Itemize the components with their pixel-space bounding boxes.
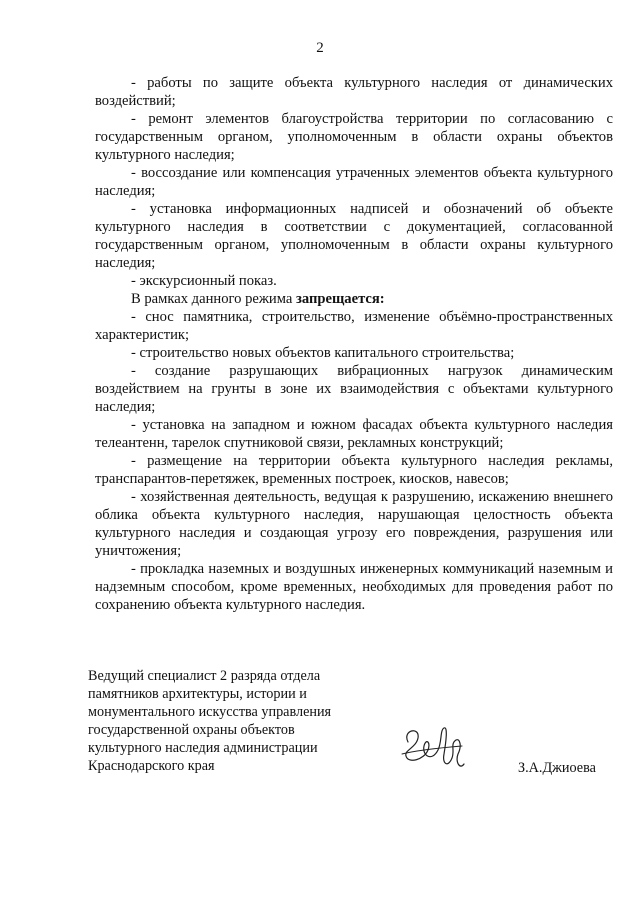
prohibited-item: - снос памятника, строительство, изменение объёмно-пространственных характеристик; bbox=[95, 309, 613, 343]
position-line: Ведущий специалист 2 разряда отдела bbox=[88, 668, 321, 684]
signatory-name: З.А.Джиоева bbox=[518, 760, 596, 776]
position-line: памятников архитектуры, истории и bbox=[88, 686, 307, 702]
position-line: культурного наследия администрации bbox=[88, 740, 318, 756]
page-number: 2 bbox=[316, 40, 324, 56]
handwritten-signature bbox=[398, 720, 468, 775]
prohibited-bold: запрещается: bbox=[296, 291, 385, 307]
list-item: - воссоздание или компенсация утраченных элементов объекта культурного наследия; bbox=[95, 165, 613, 199]
prohibited-item: - прокладка наземных и воздушных инженерных коммуникаций наземным и надземным способом, кроме временных, необходимых для проведения работ по сохранению объекта культурного наследия. bbox=[95, 561, 613, 613]
document-body bbox=[95, 74, 613, 614]
prohibited-item: - установка на западном и южном фасадах объекта культурного наследия телеантенн, тарелок спутниковой связи, рекламных конструкций; bbox=[95, 417, 613, 451]
signatory-position bbox=[88, 667, 378, 775]
list-item: - установка информационных надписей и обозначений об объекте культурного наследия в соответствии с документацией, согласованной государственным органом, уполномоченным в области охраны культурного наследия; bbox=[95, 201, 613, 271]
prohibited-heading bbox=[95, 290, 613, 308]
position-line: государственной охраны объектов bbox=[88, 722, 295, 738]
position-line: монументального искусства управления bbox=[88, 704, 332, 720]
list-item: - экскурсионный показ. bbox=[131, 273, 277, 289]
prohibited-item: - размещение на территории объекта культурного наследия рекламы, транспарантов-перетяжек, временных построек, киосков, навесов; bbox=[95, 453, 613, 487]
prohibited-item: - строительство новых объектов капитального строительства; bbox=[131, 345, 515, 361]
list-item: - ремонт элементов благоустройства территории по согласованию с государственным органом, уполномоченным в области охраны объектов культурного наследия; bbox=[95, 111, 613, 163]
prohibited-intro: В рамках данного режима bbox=[131, 291, 296, 307]
list-item: - работы по защите объекта культурного наследия от динамических воздействий; bbox=[95, 75, 613, 109]
prohibited-item: - хозяйственная деятельность, ведущая к разрушению, искажению внешнего облика объекта культурного наследия, нарушающая целостность объекта культурного наследия и создающая угрозу его повреждения, разрушения или уничтожения; bbox=[95, 489, 613, 559]
prohibited-item: - создание разрушающих вибрационных нагрузок динамическим воздействием на грунты в зоне их взаимодействия с объектами культурного наследия; bbox=[95, 363, 613, 415]
position-line: Краснодарского края bbox=[88, 758, 215, 774]
